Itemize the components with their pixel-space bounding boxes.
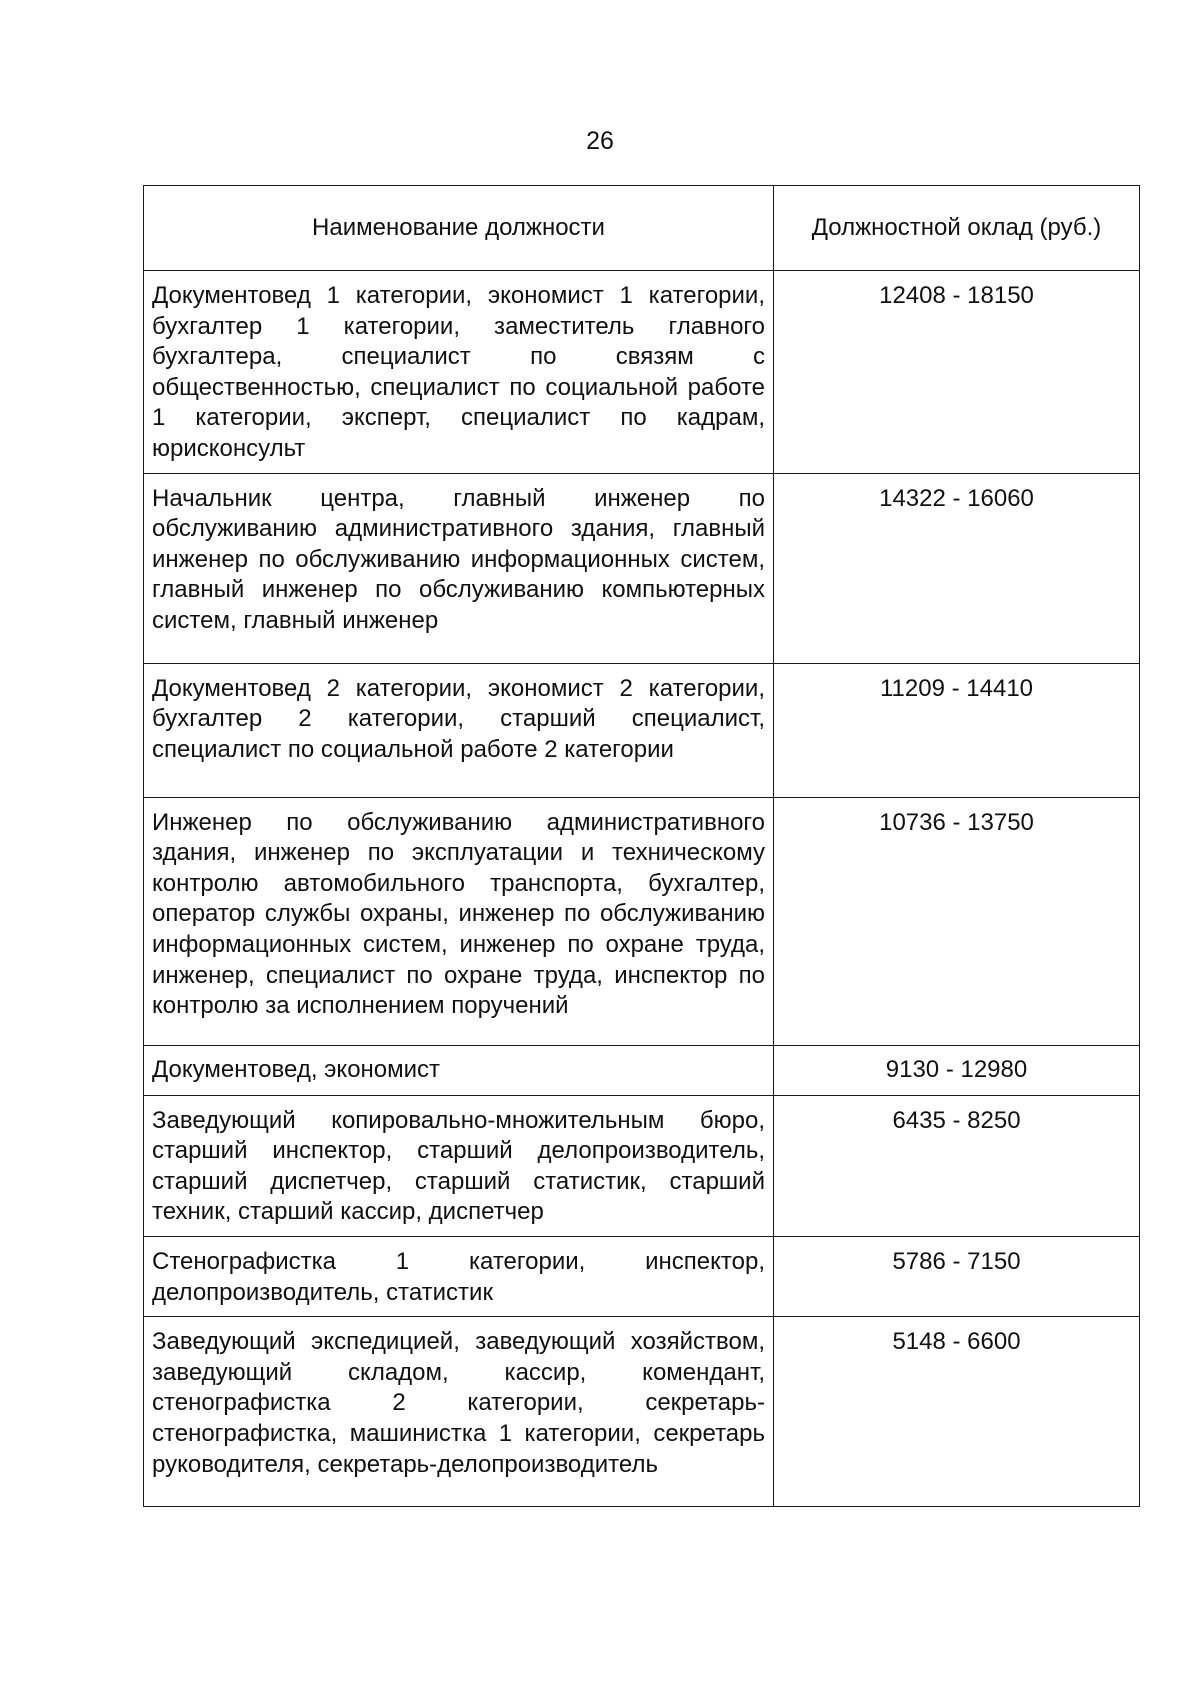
table-row [144,271,1140,474]
salary-range-cell: 12408 - 18150 [774,271,1140,474]
position-title-cell: Заведующий экспедицией, заведующий хозяйством, заведующий складом, кассир, комендант, стенографистка 2 категории, секретарь-стенографистка, машинистка 1 категории, секретарь руководителя, секретарь-делопроизводитель [144,1317,774,1507]
table-row [144,663,1140,797]
position-title-cell: Начальник центра, главный инженер по обслуживанию административного здания, главный инженер по обслуживанию информационных систем, главный инженер по обслуживанию компьютерных систем, главный инженер [144,473,774,663]
table-row [144,1045,1140,1095]
position-title-cell: Заведующий копировально-множительным бюро, старший инспектор, старший делопроизводитель, старший диспетчер, старший статистик, старший техник, старший кассир, диспетчер [144,1095,774,1236]
position-title-cell: Инженер по обслуживанию административного здания, инженер по эксплуатации и техническому контролю автомобильного транспорта, бухгалтер, оператор службы охраны, инженер по обслуживанию информационных систем, инженер по охране труда, инженер, специалист по охране труда, инспектор по контролю за исполнением поручений [144,797,774,1045]
table-row [144,1236,1140,1316]
position-title-cell: Стенографистка 1 категории, инспектор, делопроизводитель, статистик [144,1236,774,1316]
salary-range-cell: 10736 - 13750 [774,797,1140,1045]
position-title-cell: Документовед 1 категории, экономист 1 категории, бухгалтер 1 категории, заместитель главного бухгалтера, специалист по связям с общественностью, специалист по социальной работе 1 категории, эксперт, специалист по кадрам, юрисконсульт [144,271,774,474]
table-row [144,797,1140,1045]
salary-range-cell: 5786 - 7150 [774,1236,1140,1316]
position-title-cell: Документовед 2 категории, экономист 2 категории, бухгалтер 2 категории, старший специалист, специалист по социальной работе 2 категории [144,663,774,797]
salary-range-cell: 14322 - 16060 [774,473,1140,663]
position-title-cell: Документовед, экономист [144,1045,774,1095]
salary-range-cell: 9130 - 12980 [774,1045,1140,1095]
salary-range-cell: 11209 - 14410 [774,663,1140,797]
salary-range-cell: 5148 - 6600 [774,1317,1140,1507]
page-number: 26 [586,127,614,155]
salary-range-cell: 6435 - 8250 [774,1095,1140,1236]
salary-table [143,185,1140,1507]
header-position-title: Наименование должности [144,186,774,271]
table-row [144,473,1140,663]
header-salary: Должностной оклад (руб.) [774,186,1140,271]
table-header-row [144,186,1140,271]
table-row [144,1317,1140,1507]
table-row [144,1095,1140,1236]
